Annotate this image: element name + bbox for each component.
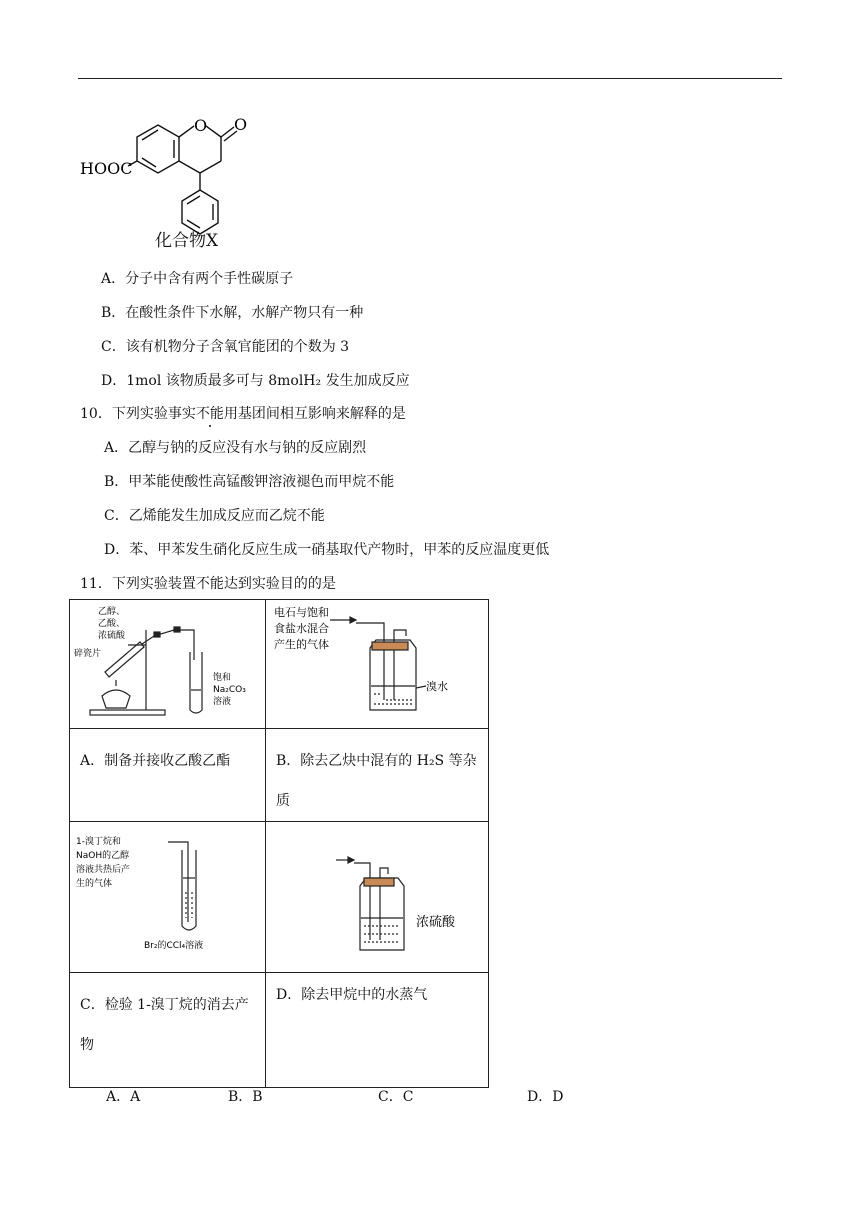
experiment-table [69,599,489,1088]
sulfuric-acid-label: 浓硫酸 [416,915,456,930]
figure-c-cell [70,822,266,973]
compound-x-structure [76,98,266,253]
q10-stem-pre: 10．下列实验事实 [80,406,196,422]
q9-option-c: C．该有机物分子含氧官能团的个数为 3 [101,339,350,355]
q10-stem-post: 用基团间相互影响来解释的是 [223,406,406,422]
q9-option-b: B．在酸性条件下水解，水解产物只有一种 [101,305,364,321]
gas-label-1: 1-溴丁烷和 [76,837,121,847]
esterification-apparatus [70,600,265,724]
wash-bottle-sulfuric-acid [266,822,488,968]
reagents-label-1: 乙醇、 [98,607,126,617]
q10-option-b: B．甲苯能使酸性高锰酸钾溶液褪色而甲烷不能 [104,474,395,490]
q9-option-a: A．分子中含有两个手性碳原子 [101,271,294,287]
carbonyl-oxygen-label: O [234,115,248,134]
reagents-label-2: 乙酸、 [98,619,126,629]
gas-source-label-1: 电石与饱和 [274,606,329,619]
reagents-label-3: 浓硫酸 [98,631,126,641]
q11-stem: 11．下列实验装置不能达到实验目的的是 [80,576,336,592]
caption-a: A．制备并接收乙酸乙酯 [70,729,266,822]
figure-b-cell [266,600,489,729]
bromine-ccl4-label: Br₂的CCl₄溶液 [144,941,204,951]
figure-d-cell [266,822,489,973]
q10-stem-emph: 不能 [195,406,224,422]
hooc-label: HOOC [80,159,133,178]
header-rule [78,78,782,79]
gas-source-label-3: 产生的气体 [274,638,329,651]
gas-label-3: 溶液共热后产 [76,865,131,875]
receiver-label-2: Na₂CO₃ [213,685,246,695]
wash-bottle-bromine-water [266,600,488,724]
compound-caption: 化合物X [155,231,219,251]
receiver-label-1: 饱和 [213,673,232,683]
receiver-label-3: 溶液 [213,697,232,707]
q9-option-d: D．1mol 该物质最多可与 8molH₂ 发生加成反应 [101,373,410,389]
gas-label-4: 生的气体 [76,879,113,889]
caption-c: C．检验 1-溴丁烷的消去产物 [70,973,266,1088]
q10-option-d: D．苯、甲苯发生硝化反应生成一硝基取代产物时，甲苯的反应温度更低 [104,542,550,558]
q10-option-a: A．乙醇与钠的反应没有水与钠的反应剧烈 [104,440,367,456]
caption-b: B．除去乙炔中混有的 H₂S 等杂质 [266,729,489,822]
answer-option-a: A．A [106,1089,141,1105]
figure-a-cell [70,600,266,729]
ring-oxygen-label: O [194,116,208,135]
q10-stem [80,405,406,423]
answer-option-d: D．D [527,1089,564,1105]
gas-label-2: NaOH的乙醇 [76,851,130,861]
chips-label: 碎瓷片 [74,649,102,659]
caption-d: D．除去甲烷中的水蒸气 [266,973,489,1088]
bromine-water-label: 溴水 [426,680,448,693]
q10-option-c: C．乙烯能发生加成反应而乙烷不能 [104,508,325,524]
answer-option-c: C．C [378,1089,414,1105]
gas-source-label-2: 食盐水混合 [274,622,329,635]
answer-option-b: B．B [228,1089,263,1105]
bromine-ccl4-test-tube [70,822,265,968]
